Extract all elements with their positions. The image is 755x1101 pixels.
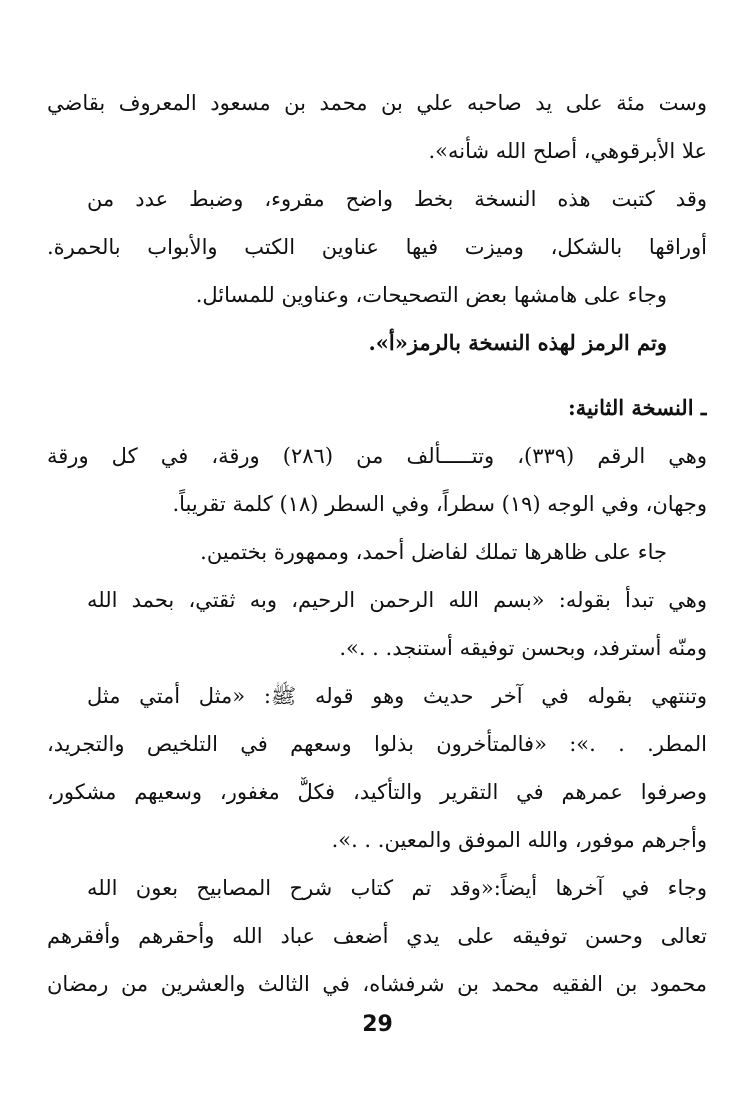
- text-line: وأجرهم موفور، والله الموفق والمعين. . .».: [331, 828, 707, 852]
- section-heading: ـ النسخة الثانية:: [567, 395, 707, 420]
- text-line: أوراقها بالشكل، وميزت فيها عناوين الكتب والأبواب بالحمرة.: [47, 235, 707, 259]
- paragraph-first-line: وجاء في آخرها أيضاً:«وقد تم كتاب شرح المصابيح بعون الله: [87, 876, 707, 900]
- text-line: وست مئة على يد صاحبه علي بن محمد بن مسعود المعروف بقاضي: [47, 91, 707, 115]
- manuscript-symbol-line: وتم الرمز لهذه النسخة بالرمز«أ».: [368, 330, 667, 355]
- paragraph-first-line: وتنتهي بقوله في آخر حديث وهو قوله ﷺ: «مثل أمتي مثل: [87, 684, 707, 708]
- text-line: وهي الرقم (٣٣٩)، وتتـــــألف من (٢٨٦) ورقة، في كل ورقة: [47, 444, 707, 468]
- text-line: محمود بن الفقيه محمد بن شرفشاه، في الثالث والعشرين من رمضان: [47, 972, 707, 996]
- text-line: وصرفوا عمرهم في التقرير والتأكيد، فكلٌّ مغفور، وسعيهم مشكور،: [47, 780, 707, 804]
- paragraph-line: وجاء على هامشها بعض التصحيحات، وعناوين للمسائل.: [195, 283, 667, 307]
- text-line: المطر. . .»: «فالمتأخرون بذلوا وسعهم في التلخيص والتجريد،: [47, 732, 707, 756]
- text-line: ومنّه أسترفد، وبحسن توفيقه أستنجد. . .».: [339, 636, 707, 660]
- text-line: وجهان، وفي الوجه (١٩) سطراً، وفي السطر (١٨) كلمة تقريباً.: [172, 492, 707, 516]
- text-line: تعالى وحسن توفيقه على يدي أضعف عباد الله وأحقرهم وأفقرهم: [47, 924, 707, 948]
- page-number: 29: [362, 1012, 393, 1037]
- text-line: علا الأبرقوهي، أصلح الله شأنه».: [428, 139, 707, 163]
- paragraph-first-line: وقد كتبت هذه النسخة بخط واضح مقروء، وضبط عدد من: [87, 187, 707, 211]
- paragraph-line: جاء على ظاهرها تملك لفاضل أحمد، وممهورة بختمين.: [200, 540, 667, 564]
- paragraph-first-line: وهي تبدأ بقوله: «بسم الله الرحمن الرحيم، وبه ثقتي، بحمد الله: [87, 588, 707, 612]
